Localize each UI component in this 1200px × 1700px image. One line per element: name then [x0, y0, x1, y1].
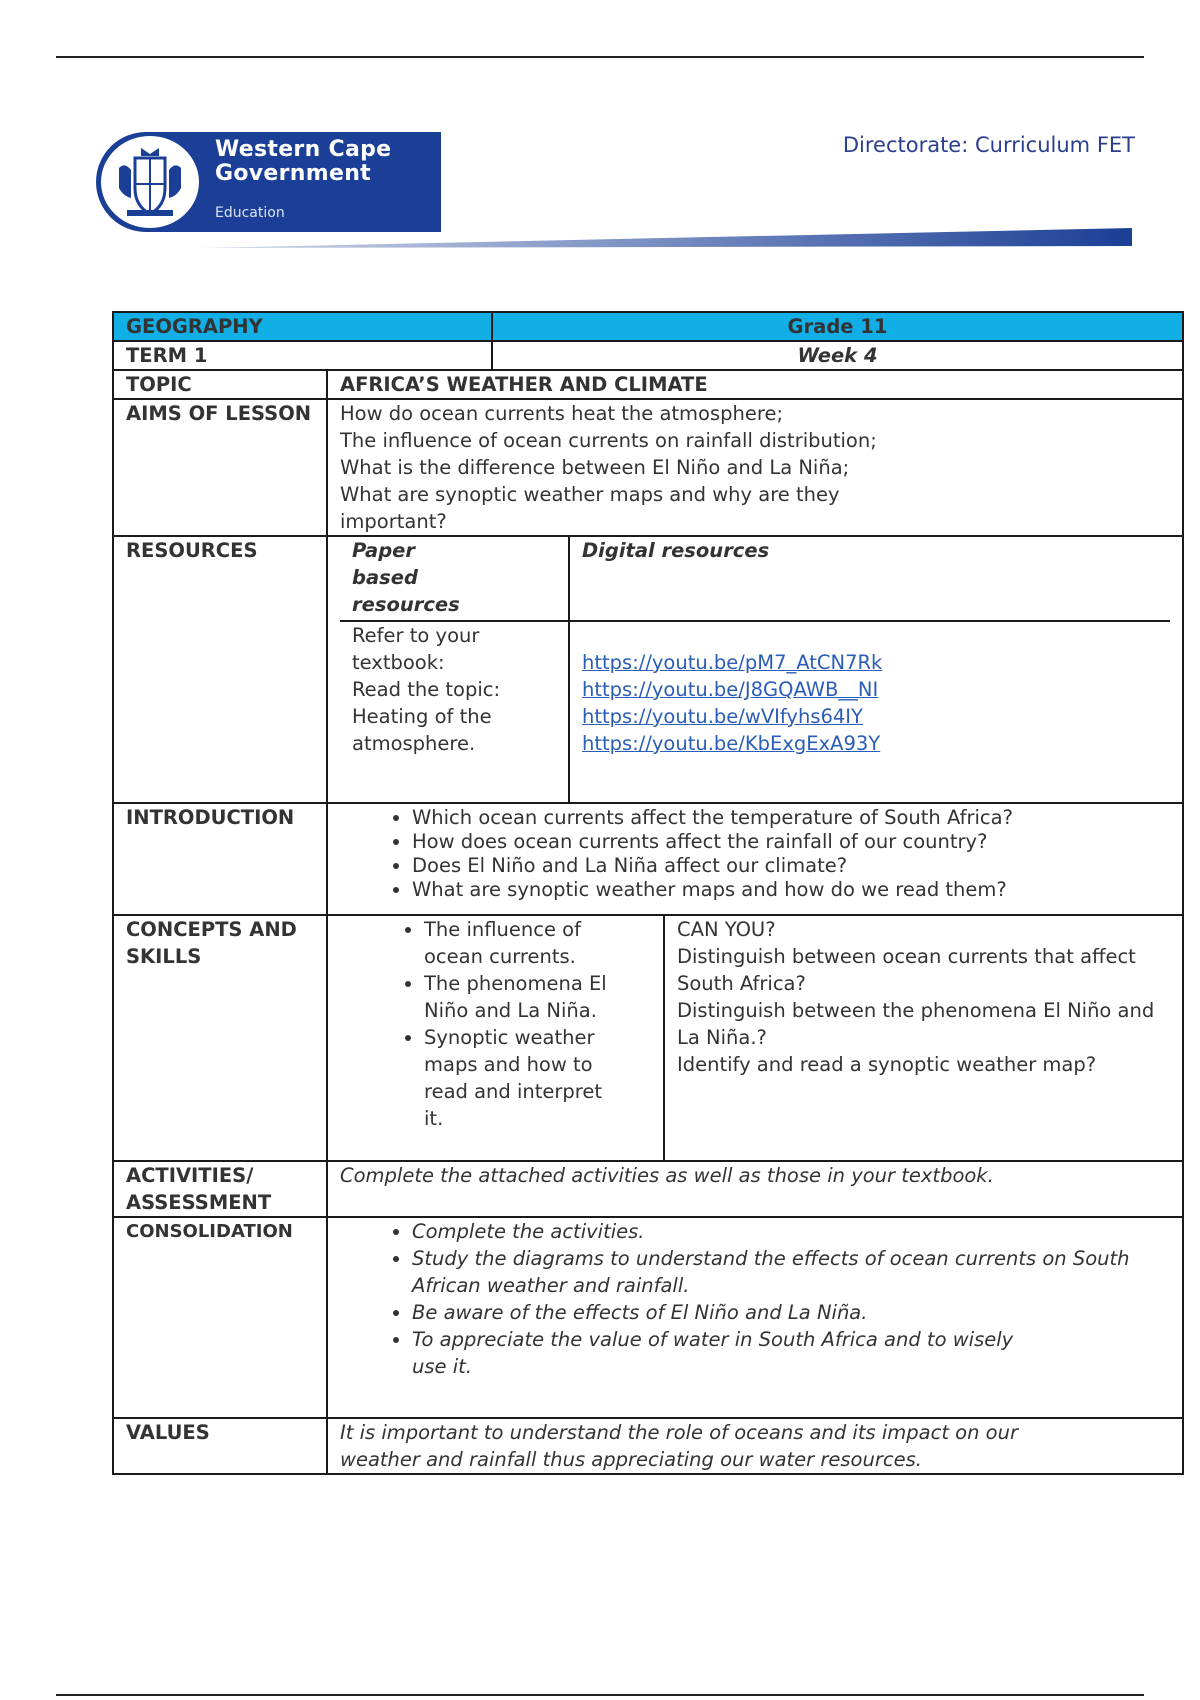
- consolidation-item: • Be aware of the effects of El Niño and La Niña.: [412, 1299, 1142, 1326]
- topic-label: TOPIC: [113, 370, 327, 399]
- intro-item: • Which ocean currents affect the temperature of South Africa?: [412, 806, 1170, 830]
- aim-item: What is the difference between El Niño and La Niña;: [340, 456, 850, 479]
- consolidation-label: CONSOLIDATION: [113, 1217, 327, 1418]
- can-you-item: Identify and read a synoptic weather map?: [677, 1053, 1097, 1076]
- intro-item: • What are synoptic weather maps and how do we read them?: [412, 878, 1170, 902]
- lesson-plan-table: [112, 311, 1184, 1475]
- can-you-heading: CAN YOU?: [677, 918, 776, 941]
- video-link[interactable]: https://youtu.be/J8GQAWB__NI: [582, 678, 879, 701]
- paper-line: Heating of the atmosphere.: [352, 705, 492, 755]
- aims-cell: [327, 399, 1183, 536]
- aim-item: How do ocean currents heat the atmosphere;: [340, 402, 784, 425]
- can-you-item: Distinguish between ocean currents that affect South Africa?: [677, 945, 1136, 995]
- topic-value: AFRICA’S WEATHER AND CLIMATE: [327, 370, 1183, 399]
- video-link[interactable]: https://youtu.be/pM7_AtCN7Rk: [582, 651, 883, 674]
- concept-item: • The phenomena El Niño and La Niña.: [424, 970, 627, 1024]
- consolidation-row: [113, 1217, 1183, 1418]
- concepts-list-cell: [340, 916, 664, 1160]
- consolidation-item: • Study the diagrams to understand the effects of ocean currents on South African weather and rainfall.: [412, 1245, 1142, 1299]
- can-you-cell: [664, 916, 1170, 1160]
- intro-item: • How does ocean currents affect the rainfall of our country?: [412, 830, 1170, 854]
- values-row: [113, 1418, 1183, 1474]
- term-row: [113, 341, 1183, 370]
- digital-resources-heading: Digital resources: [569, 537, 1170, 621]
- activities-label: ACTIVITIES/ ASSESSMENT: [113, 1161, 327, 1217]
- concepts-inner-table: [340, 916, 1170, 1160]
- introduction-cell: [327, 803, 1183, 915]
- coat-of-arms-icon: [98, 133, 202, 231]
- intro-item: • Does El Niño and La Niña affect our climate?: [412, 854, 1170, 878]
- topic-row: [113, 370, 1183, 399]
- can-you-item: Distinguish between the phenomena El Niño and La Niña.?: [677, 999, 1155, 1049]
- paper-resources-content: [340, 621, 569, 802]
- introduction-row: [113, 803, 1183, 915]
- concepts-label: CONCEPTS AND SKILLS: [113, 915, 327, 1161]
- aim-item: The influence of ocean currents on rainfall distribution;: [340, 429, 877, 452]
- concept-item: • The influence of ocean currents.: [424, 916, 627, 970]
- subject-row: [113, 312, 1183, 341]
- week-cell: Week 4: [492, 341, 1183, 370]
- introduction-label: INTRODUCTION: [113, 803, 327, 915]
- consolidation-item: • Complete the activities.: [412, 1218, 1142, 1245]
- resources-label: RESOURCES: [113, 536, 327, 803]
- consolidation-cell: [327, 1217, 1183, 1418]
- concepts-row: [113, 915, 1183, 1161]
- aim-item: What are synoptic weather maps and why are they important?: [340, 483, 840, 533]
- consolidation-item: • To appreciate the value of water in South Africa and to wisely use it.: [412, 1326, 1142, 1380]
- subject-label: GEOGRAPHY: [113, 312, 492, 341]
- top-rule: [56, 56, 1144, 58]
- resources-row: [113, 536, 1183, 803]
- values-label: VALUES: [113, 1418, 327, 1474]
- directorate-title: Directorate: Curriculum FET: [842, 133, 1135, 157]
- term-label: TERM 1: [113, 341, 492, 370]
- values-cell: It is important to understand the role of oceans and its impact on our weather and rainfall thus appreciating our water resources.: [327, 1418, 1183, 1474]
- bottom-rule: [56, 1694, 1144, 1696]
- paper-line: Read the topic:: [352, 678, 501, 701]
- header-swoosh: [200, 226, 1132, 250]
- paper-line: Refer to your textbook:: [352, 624, 480, 674]
- paper-resources-heading: Paper based resources: [340, 537, 569, 621]
- activities-cell: Complete the attached activities as well as those in your textbook.: [327, 1161, 1183, 1217]
- video-link[interactable]: https://youtu.be/KbExgExA93Y: [582, 732, 881, 755]
- logo-title: Western Cape Government: [215, 137, 392, 186]
- digital-resources-content: [569, 621, 1170, 802]
- video-link[interactable]: https://youtu.be/wVIfyhs64IY: [582, 705, 863, 728]
- concept-item: • Synoptic weather maps and how to read and interpret it.: [424, 1024, 627, 1132]
- grade-cell: Grade 11: [492, 312, 1183, 341]
- resources-inner-table: [340, 537, 1170, 802]
- concepts-cell: [327, 915, 1183, 1161]
- logo-subtitle: Education: [215, 205, 285, 221]
- activities-row: [113, 1161, 1183, 1217]
- aims-label: AIMS OF LESSON: [113, 399, 327, 536]
- aims-row: [113, 399, 1183, 536]
- resources-cell: [327, 536, 1183, 803]
